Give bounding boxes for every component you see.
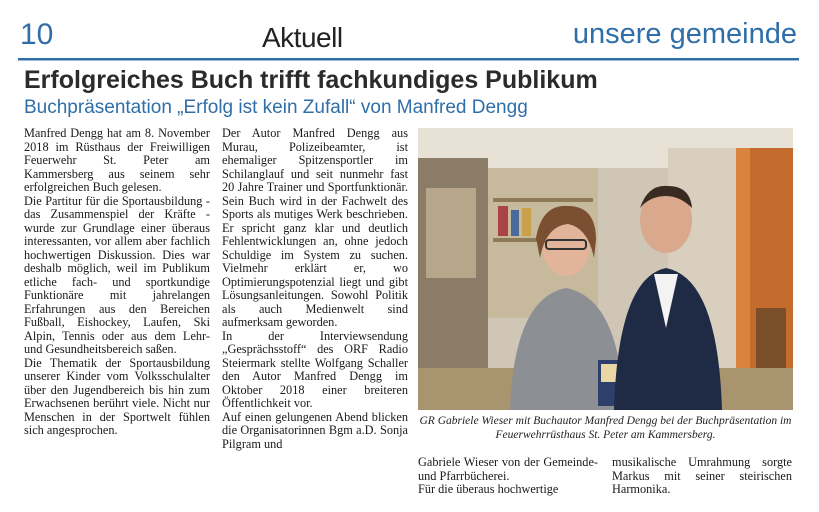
paragraph: Für die überaus hochwertige — [418, 482, 559, 496]
paragraph: Gabriele Wieser von der Gemeinde- und Pfarrbücherei. — [418, 456, 598, 483]
paragraph: Die Thematik der Sportausbildung unserer Kinder vom Volksschulalter über den Jugendbereich bis hin zum Erwachsenen berührt viele. Nicht nur Menschen in der Sportwelt fühlen sich angesprochen. — [24, 355, 210, 437]
paragraph: Auf einen gelungenen Abend blicken die Organisatorinnen Bgm a.D. Sonja Pilgram und — [222, 409, 408, 451]
page-number: 10 — [20, 18, 54, 51]
paragraph: musikalische Umrahmung sorgte Markus mit seiner steirischen Harmonika. — [612, 456, 792, 496]
text-column-1 — [24, 127, 210, 507]
paragraph: Die Partitur für die Sportausbildung - das Zusammenspiel der Kräfte - wurde zur Grundlage einer überaus interessanten, vor allem aber fachlich hochwertigen Diskussion. Dies war deshalb möglich, weil im Publikum etliche fach- und sportkundige Funktionäre mit jahrelangen Erfahrungen aus den Bereichen Fußball, Eishockey, Laufen, Ski Alpin, Tennis oder aus dem Lehr- und Gesundheitsbereich saßen. — [24, 193, 210, 356]
article-headline: Erfolgreiches Buch trifft fachkundiges Publikum — [24, 66, 598, 94]
photo-illustration — [418, 128, 793, 410]
brand-title: unsere gemeinde — [572, 18, 797, 50]
text-column-4 — [612, 456, 792, 508]
article-subheadline: Buchpräsentation „Erfolg ist kein Zufall“ von Manfred Dengg — [24, 97, 528, 118]
section-title: Aktuell — [262, 22, 343, 53]
paragraph: Der Autor Manfred Dengg aus Murau, Polizeibeamter, ist ehemaliger Spitzensportler im Schilanglauf und seit nunmehr fast 20 Jahre Trainer und Sportfunktionär. Sein Buch wird in der Fachwelt des Sports als mutiges Werk beschrieben. Er spricht ganz klar und deutlich Fehlentwicklungen an, ohne jedoch Schuldige im System zu suchen. Vielmehr erklärt er, wo Optimierungspotenzial liegt und gibt Lösungsanleitungen. Sowohl Politik als auch Medienwelt sind aufmerksam geworden. — [222, 127, 408, 329]
paragraph: Manfred Dengg hat am 8. November 2018 im Rüsthaus der Freiwilligen Feuerwehr St. Peter am Kammersberg aus seinem sehr erfolgreichen Buch gelesen. — [24, 127, 210, 194]
page-header — [0, 0, 819, 62]
header-rule-secondary — [18, 60, 799, 61]
photo-caption: GR Gabriele Wieser mit Buchautor Manfred Dengg bei der Buchpräsentation im Feuerwehrrüsthaus St. Peter am Kammersberg. — [419, 415, 792, 441]
text-column-3 — [418, 456, 598, 508]
paragraph: In der Interviewsendung „Gesprächsstoff“ des ORF Radio Steiermark stellte Wolfgang Schaller den Autor Manfred Dengg im Oktober 2018 einer breiteren Öffentlichkeit vor. — [222, 328, 408, 410]
text-column-2 — [222, 127, 408, 507]
article-photo — [418, 128, 793, 410]
